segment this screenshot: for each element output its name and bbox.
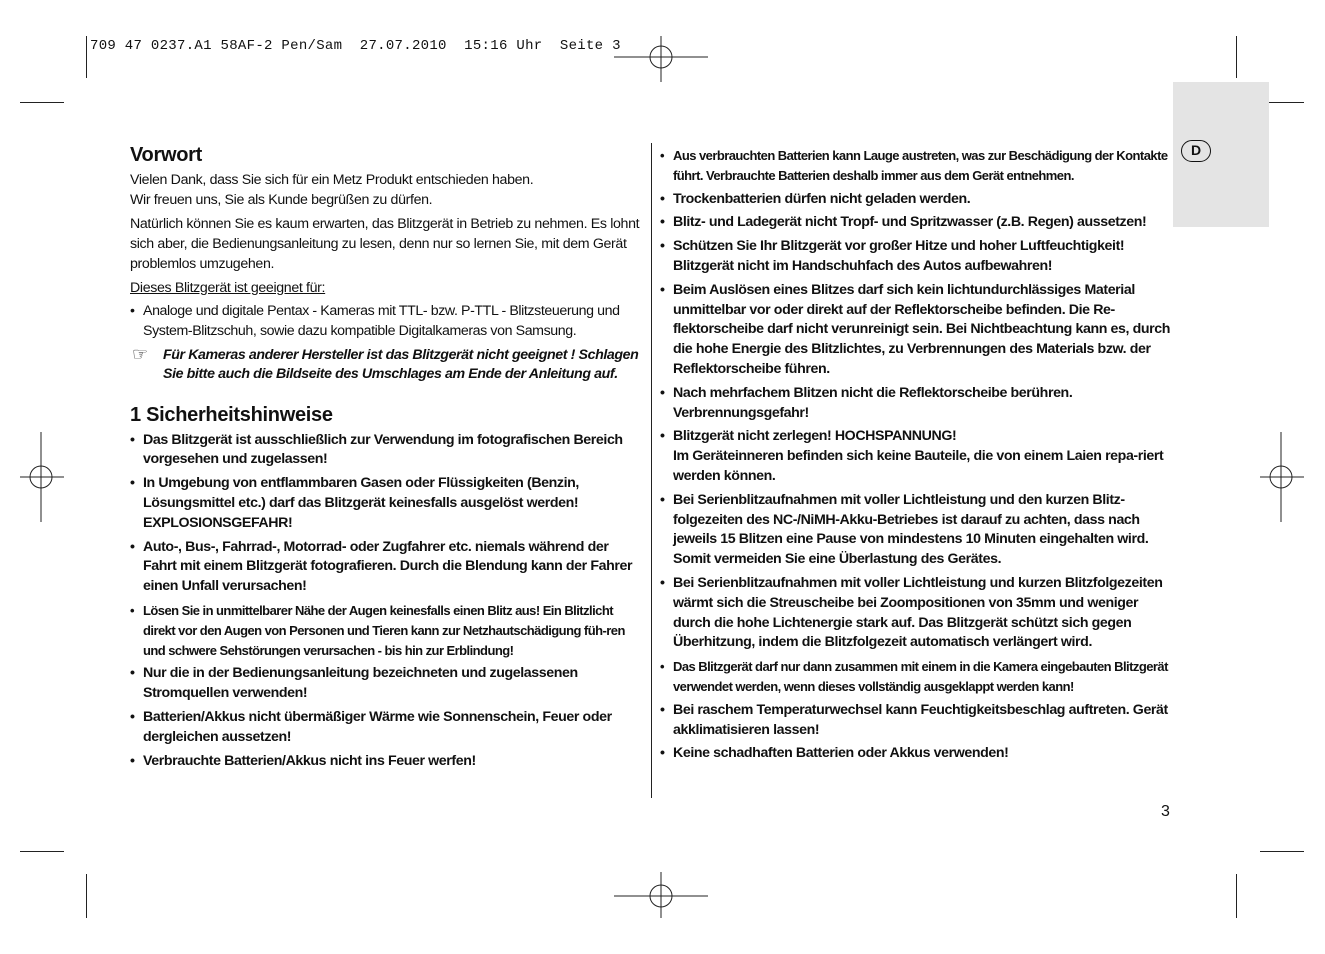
list-item-high-voltage [660,427,1172,486]
list-item: • Keine schadhaften Batterien oder Akkus verwenden! [660,744,1172,764]
list-item: • Trockenbatterien dürfen nicht geladen werden. [660,190,1172,210]
safety-list-left [130,431,640,772]
crop-mark [1236,36,1237,78]
language-badge: D [1181,140,1211,162]
list-item: • Analoge und digitale Pentax - Kameras mit TTL- bzw. P-TTL - Blitzsteuerung und System-Blitzschuh, sowie dazu kompatible Digitalkameras von Samsung. [130,302,640,342]
registration-mark-icon [614,36,708,82]
list-item: • Schützen Sie Ihr Blitzgerät vor großer Hitze und hoher Luftfeuchtigkeit! Blitzgerät nicht im Handschuhfach des Autos aufbewahren! [660,237,1172,277]
list-item: • Beim Auslösen eines Blitzes darf sich kein lichtundurchlässiges Material unmittelbar vor oder direkt auf der Reflektorscheibe befinden. Die Re-flektorscheibe darf nicht verunreinigt sein. Bei Nichtbeachtung kann es, durch die hohe Energie des Blitzlichtes, zu Verbrennungen des Materials bzw. der Reflektorscheibe führen. [660,281,1172,380]
list-item: • Batterien/Akkus nicht übermäßiger Wärme wie Sonnenschein, Feuer oder dergleichen aussetzen! [130,708,640,748]
crop-mark [86,874,87,918]
high-voltage-detail: Im Geräteinneren befinden sich keine Bauteile, die von einem Laien repa-riert werden können. [673,448,1164,484]
high-voltage-warning: • Blitzgerät nicht zerlegen! HOCHSPANNUNG! [673,428,957,445]
left-column [130,144,640,771]
section-heading-vorwort: Vorwort [130,144,202,166]
list-item: • Blitz- und Ladegerät nicht Tropf- und Spritzwasser (z.B. Regen) aussetzen! [660,213,1172,233]
right-column [660,146,1172,764]
note-text: Für Kameras anderer Hersteller ist das Blitzgerät nicht geeignet ! Schlagen Sie bitte auch die Bildseite des Umschlages am Ende der Anleitung auf. [163,346,639,382]
crop-mark [1236,874,1237,918]
compatibility-note [130,343,640,384]
list-item: • Aus verbrauchten Batterien kann Lauge austreten, was zur Beschädigung der Kontakte führt. Verbrauchte Batterien deshalb immer aus dem Gerät entnehmen. [660,146,1172,186]
list-item: • Bei raschem Temperaturwechsel kann Feuchtigkeitsbeschlag auftreten. Gerät akklimatisieren lassen! [660,701,1172,741]
language-tab [1173,82,1269,227]
vorwort-para1-line2: Wir freuen uns, Sie als Kunde begrüßen zu dürfen. [130,192,433,208]
list-item: • Nach mehrfachem Blitzen nicht die Reflektorscheibe berühren. Verbrennungsgefahr! [660,384,1172,424]
registration-mark-icon [614,872,708,918]
vorwort-para2: Natürlich können Sie es kaum erwarten, das Blitzgerät in Betrieb zu nehmen. Es lohnt sich aber, die Bedienungsanleitung zu lesen, denn nur so lernen Sie, mit dem Gerät problemlos umzugehen. [130,216,640,272]
column-divider [651,143,652,798]
suitable-label: Dieses Blitzgerät ist geeignet für: [130,280,326,296]
crop-mark [20,102,64,103]
list-item: • In Umgebung von entflammbaren Gasen oder Flüssigkeiten (Benzin, Lösungsmittel etc.) darf das Blitzgerät keinesfalls ausgelöst werden! EXPLOSIONSGEFAHR! [130,474,640,533]
list-item: • Nur die in der Bedienungsanleitung bezeichneten und zugelassenen Stromquellen verwenden! [130,664,640,704]
list-item: • Das Blitzgerät ist ausschließlich zur Verwendung im fotografischen Bereich vorgesehen und zugelassen! [130,431,640,471]
registration-mark-icon [1260,432,1304,522]
safety-list-right [660,146,1172,764]
suitable-list [130,302,640,342]
list-item: • Auto-, Bus-, Fahrrad-, Motorrad- oder Zugfahrer etc. niemals während der Fahrt mit einem Blitzgerät fotografieren. Durch die Blendung kann der Fahrer einen Unfall verursachen! [130,538,640,597]
list-item: • Das Blitzgerät darf nur dann zusammen mit einem in die Kamera eingebauten Blitzgerät verwendet werden, wenn dieses vollständig ausgeklappt werden kann! [660,657,1172,697]
list-item: • Verbrauchte Batterien/Akkus nicht ins Feuer werfen! [130,752,640,772]
list-item: • Lösen Sie in unmittelbarer Nähe der Augen keinesfalls einen Blitz aus! Ein Blitzlicht direkt vor den Augen von Personen und Tieren kann zur Netzhautschädigung füh-ren und schwere Sehstörungen verursachen - bis hin zur Erblindung! [130,601,640,660]
vorwort-para1-line1: Vielen Dank, dass Sie sich für ein Metz Produkt entschieden haben. [130,172,534,188]
pointing-hand-icon: ☞ [132,343,148,364]
print-slug: 709 47 0237.A1 58AF-2 Pen/Sam 27.07.2010 15:16 Uhr Seite 3 [90,38,621,54]
crop-mark [86,36,87,78]
crop-mark [20,851,64,852]
section-heading-safety: 1 Sicherheitshinweise [130,403,333,426]
list-item: • Bei Serienblitzaufnahmen mit voller Lichtleistung und kurzen Blitzfolgezeiten wärmt sich die Streuscheibe bei Zoompositionen von 35mm und weniger durch die hohe Lichtenergie stark auf. Das Blitzgerät schützt sich gegen Überhitzung, indem die Blitzfolgezeit automatisch verlängert wird. [660,574,1172,653]
page-number: 3 [1161,803,1170,820]
list-item: • Bei Serienblitzaufnahmen mit voller Lichtleistung und den kurzen Blitz-folgezeiten des NC-/NiMH-Akku-Betriebes ist darauf zu achten, dass nach jeweils 15 Blitzen eine Pause von mindestens 10 Minuten eingehalten wird. Somit vermeiden Sie eine Überlastung des Gerätes. [660,491,1172,570]
registration-mark-icon [20,432,64,522]
crop-mark [1260,851,1304,852]
